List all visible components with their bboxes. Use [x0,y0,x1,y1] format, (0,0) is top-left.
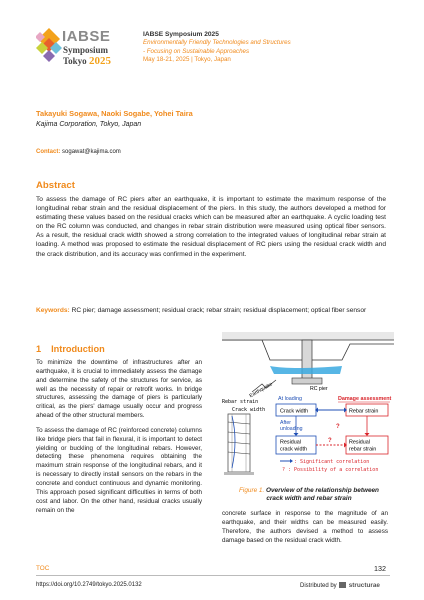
page-header [0,0,424,92]
after-label-1: After [280,420,291,426]
distributed-by [300,582,380,589]
after-label-2: unloading [280,426,303,432]
box-crack-width: Crack width [280,408,309,415]
doi-link[interactable]: https://doi.org/10.2749/tokyo.2025.0132 [36,582,142,588]
structurae-logo-icon [339,582,346,588]
contact-email[interactable]: sogawat@kajima.com [62,149,121,155]
keywords-label: Keywords: [36,307,70,314]
box-residual-crack-1: Residual [280,439,301,446]
footer-divider [36,575,390,576]
legend-question-text: ? : Possibility of a correlation [282,467,379,473]
intro-paragraph-2: To assess the damage of RC (reinforced concrete) columns like bridge piers that fail in flexural, it is important to detect yielding or buckling of the longitudinal rebars. However, detecting these phenomena requires obtaining the maximum strain response of the longitudinal rebars, and it is necessary to directly install sensors on the rebars in the concrete and conduct continuous and dynamic monitoring. This approach posed significant difficulties in terms of both cost and labor. On the other hand, residual cracks usually remain on the [36,426,202,514]
iabse-logo-mark-icon [36,26,62,66]
figure-1 [222,330,394,476]
question-mark-2: ? [328,438,332,444]
earthquake-label: Earthquake [248,381,274,400]
author-list: Takayuki Sogawa, Naoki Sogabe, Yohei Taira [36,109,193,118]
page-number: 132 [374,564,386,573]
figure-caption [229,487,389,503]
section-number: 1 [36,344,42,354]
caption-line2: crack width and rebar strain [266,495,352,503]
section-title: Introduction [51,344,105,354]
conference-theme-line2: - Focusing on Sustainable Approaches [143,47,250,55]
intro-paragraph-1: To minimize the downtime of infrastructures after an earthquake, it is crucial to immediately assess the damage and determine the safety of the structures for service, as well as the necessity of repair or retrofit works. In bridge structures, assessing the damage of piers is particularly critical, as the piers' damage usually occur and progress ahead of the other structural members. [36,359,202,420]
left-column [36,359,202,515]
abstract-text: To assess the damage of RC piers after an earthquake, it is important to estimate the maximum response of the longitudinal rebar strain and the residual displacement of the piers. In this study, the authors developed a method for estimating these values based on the residual cracks which can be measured after an earthquake. A cyclic loading test on the RC column was conducted, and changes in rebar strain distribution were measured using optical fiber sensors. As a result, the residual crack width showed a strong correlation to the integrated values of longitudinal rebar strain at loading. A method was proposed to estimate the residual displacement of RC piers using the residual crack width and the crack distribution, and its accuracy was confirmed in the experiment. [36,196,386,258]
contact-line [36,149,121,155]
abstract-heading: Abstract [36,180,75,191]
distributed-by-label: Distributed by [300,583,337,589]
deck-slab [222,332,394,340]
box-residual-rebar-1: Residual [349,439,370,446]
legend-arrow-text: : Significant correlation [294,459,370,465]
toc-link[interactable]: TOC [36,565,50,572]
question-mark-1: ? [336,424,340,430]
logo-iabse-text: IABSE [62,28,111,45]
box-rebar-strain: Rebar strain [349,408,379,415]
structurae-brand[interactable]: structurae [348,582,380,589]
crack-width-label: Crack width [232,407,266,413]
right-column-text: concrete surface in response to the magnitude of an earthquake, and their widths can be measured easily. Therefore, the authors devised a method to assess damage based on the residual crack width. [222,510,388,544]
conference-title: IABSE Symposium 2025 [143,31,219,38]
caption-label: Figure 1. [239,487,265,494]
caption-line1: Overview of the relationship between [266,487,379,494]
conference-info [143,31,291,65]
damage-assessment-label: Damage assessment [338,396,392,402]
rebar-strain-label: Rebar strain [222,399,259,405]
iabse-logo [36,26,141,74]
section-heading [36,344,105,354]
contact-label: Contact: [36,149,61,155]
keywords [36,306,386,315]
box-residual-rebar-2: rebar strain [349,446,377,453]
logo-city-year: Tokyo 2025 [63,55,111,67]
at-loading-label: At loading [278,396,302,402]
pier-label: RC pier [310,386,328,392]
conference-dates: May 18-21, 2025 | Tokyo, Japan [143,56,231,64]
affiliation: Kajima Corporation, Tokyo, Japan [36,121,142,128]
keywords-text: RC pier; damage assessment; residual crack; rebar strain; residual displacement; optical fiber sensor [71,307,367,314]
conference-theme-line1: Environmentally Friendly Technologies and Structures [143,39,291,47]
box-residual-crack-2: crack width [280,446,307,453]
logo-symposium-text: Symposium [63,45,109,55]
